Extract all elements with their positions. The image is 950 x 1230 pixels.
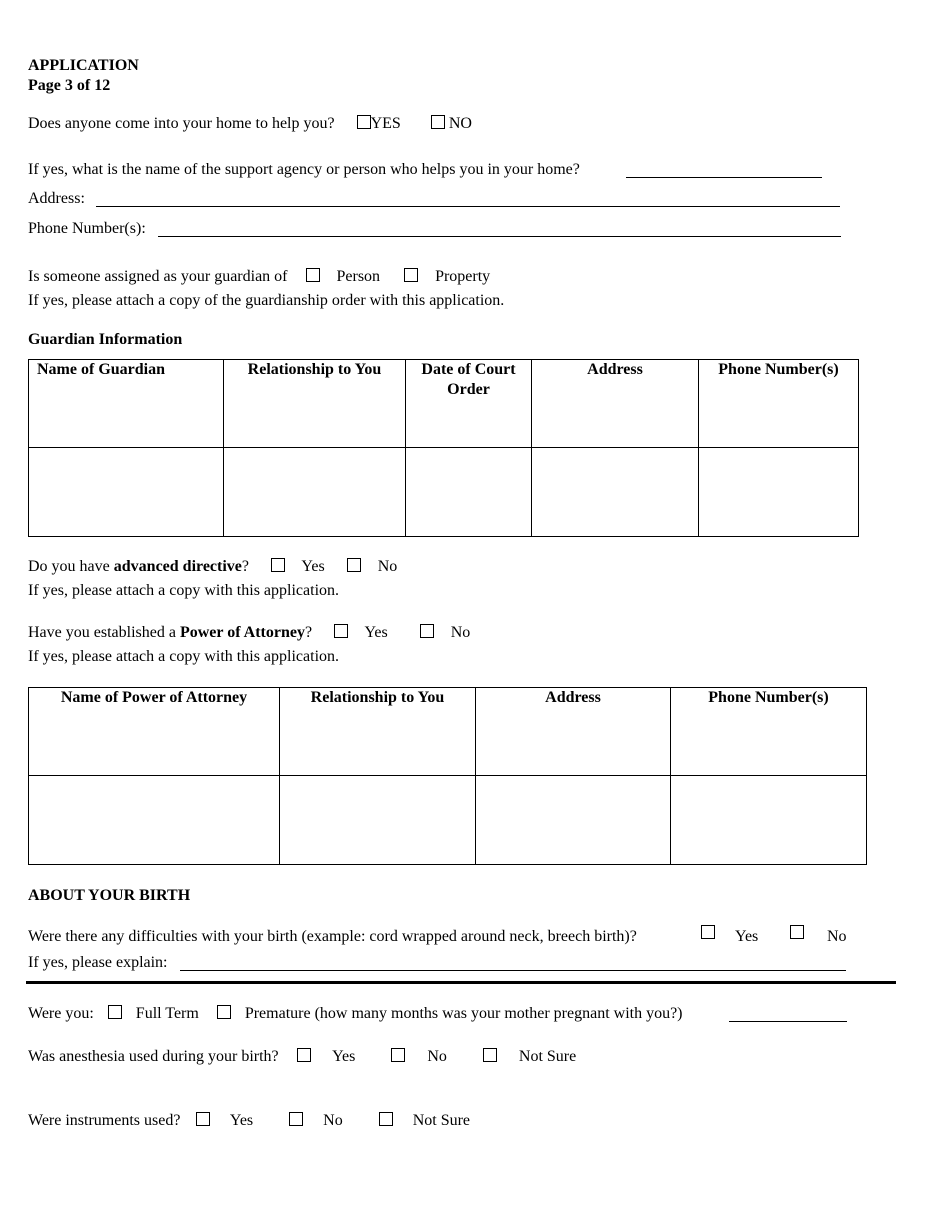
anesthesia-yes-label: Yes — [332, 1048, 356, 1065]
home-help-yes-checkbox[interactable] — [357, 115, 371, 129]
guardian-relationship-cell[interactable] — [224, 448, 406, 537]
explain-field[interactable] — [180, 970, 846, 971]
section-divider — [26, 981, 896, 984]
anesthesia-question: Was anesthesia used during your birth? — [28, 1048, 279, 1065]
poa-suffix: ? — [304, 624, 313, 641]
difficulties-question: Were there any difficulties with your birth (example: cord wrapped around neck, breech birth)? — [28, 928, 637, 945]
advanced-directive-note: If yes, please attach a copy with this application. — [28, 582, 340, 599]
anesthesia-yes-checkbox[interactable] — [297, 1048, 311, 1062]
advanced-directive-no-label: No — [377, 558, 398, 575]
difficulties-yes-label: Yes — [735, 928, 759, 945]
difficulties-no-checkbox[interactable] — [790, 925, 804, 939]
advanced-directive-bold: advanced directive — [113, 558, 242, 575]
guardian-table-header — [29, 360, 859, 448]
premature-months-field[interactable] — [729, 1021, 847, 1022]
phone-label: Phone Number(s): — [28, 220, 146, 237]
anesthesia-no-checkbox[interactable] — [391, 1048, 405, 1062]
home-help-yes-label: YES — [370, 115, 401, 132]
page-number: Page 3 of 12 — [28, 77, 111, 94]
guardian-property-checkbox[interactable] — [404, 268, 418, 282]
premature-checkbox[interactable] — [217, 1005, 231, 1019]
anesthesia-not-sure-label: Not Sure — [518, 1048, 577, 1065]
col-poa-relationship: Relationship to You — [280, 688, 476, 776]
guardian-question: Is someone assigned as your guardian of — [28, 268, 288, 285]
instruments-row — [28, 1111, 470, 1131]
poa-yes-checkbox[interactable] — [334, 624, 348, 638]
address-field[interactable] — [96, 206, 840, 207]
instruments-question: Were instruments used? — [28, 1112, 181, 1129]
explain-label: If yes, please explain: — [28, 954, 168, 971]
full-term-label: Full Term — [135, 1005, 199, 1022]
full-term-checkbox[interactable] — [108, 1005, 122, 1019]
guardian-person-label: Person — [336, 268, 381, 285]
home-help-no-label: NO — [448, 115, 472, 132]
col-date-of-court-order: Date of Court Order — [406, 360, 532, 448]
guardian-phone-cell[interactable] — [699, 448, 859, 537]
birth-section-title: ABOUT YOUR BIRTH — [28, 887, 191, 904]
address-label: Address: — [28, 190, 85, 207]
guardian-person-checkbox[interactable] — [306, 268, 320, 282]
difficulties-yes-checkbox[interactable] — [701, 925, 715, 939]
guardian-court-date-cell[interactable] — [406, 448, 532, 537]
guardian-section-title: Guardian Information — [28, 331, 183, 348]
poa-address-cell[interactable] — [476, 776, 671, 865]
poa-row — [28, 623, 470, 643]
instruments-yes-label: Yes — [229, 1112, 254, 1129]
col-phone: Phone Number(s) — [699, 360, 859, 448]
table-row — [29, 776, 867, 865]
poa-relationship-cell[interactable] — [280, 776, 476, 865]
agency-question: If yes, what is the name of the support agency or person who helps you in your home? — [28, 161, 580, 178]
guardian-name-cell[interactable] — [29, 448, 224, 537]
poa-note: If yes, please attach a copy with this application. — [28, 648, 340, 665]
poa-prefix: Have you established a — [28, 624, 180, 641]
advanced-directive-no-checkbox[interactable] — [347, 558, 361, 572]
instruments-no-checkbox[interactable] — [289, 1112, 303, 1126]
guardian-row — [28, 267, 490, 287]
were-you-row — [28, 1004, 683, 1024]
instruments-not-sure-label: Not Sure — [412, 1112, 471, 1129]
instruments-not-sure-checkbox[interactable] — [379, 1112, 393, 1126]
advanced-directive-yes-label: Yes — [301, 558, 325, 575]
anesthesia-not-sure-checkbox[interactable] — [483, 1048, 497, 1062]
advanced-directive-prefix: Do you have — [28, 558, 114, 575]
col-poa-phone: Phone Number(s) — [671, 688, 867, 776]
col-poa-address: Address — [476, 688, 671, 776]
poa-table-header — [29, 688, 867, 776]
poa-name-cell[interactable] — [29, 776, 280, 865]
anesthesia-row — [28, 1047, 576, 1067]
agency-name-field[interactable] — [626, 177, 822, 178]
poa-no-checkbox[interactable] — [420, 624, 434, 638]
poa-table — [28, 687, 867, 865]
home-help-row — [28, 114, 472, 134]
poa-bold: Power of Attorney — [179, 624, 305, 641]
advanced-directive-row — [28, 557, 397, 577]
table-row — [29, 448, 859, 537]
guardian-note: If yes, please attach a copy of the guardianship order with this application. — [28, 292, 505, 309]
anesthesia-no-label: No — [427, 1048, 447, 1065]
col-name-of-poa: Name of Power of Attorney — [29, 688, 280, 776]
home-help-question: Does anyone come into your home to help you? — [28, 115, 335, 132]
instruments-yes-checkbox[interactable] — [196, 1112, 210, 1126]
advanced-directive-suffix: ? — [241, 558, 250, 575]
guardian-address-cell[interactable] — [532, 448, 699, 537]
poa-no-label: No — [450, 624, 471, 641]
col-name-of-guardian: Name of Guardian — [29, 360, 224, 448]
premature-label: Premature (how many months was your mother pregnant with you?) — [244, 1005, 683, 1022]
poa-phone-cell[interactable] — [671, 776, 867, 865]
instruments-no-label: No — [323, 1112, 343, 1129]
home-help-no-checkbox[interactable] — [431, 115, 445, 129]
form-title: APPLICATION — [28, 57, 139, 74]
were-you-label: Were you: — [28, 1005, 94, 1022]
advanced-directive-yes-checkbox[interactable] — [271, 558, 285, 572]
difficulties-no-label: No — [827, 928, 847, 945]
phone-field[interactable] — [158, 236, 841, 237]
guardian-property-label: Property — [435, 268, 491, 285]
col-relationship: Relationship to You — [224, 360, 406, 448]
col-address: Address — [532, 360, 699, 448]
guardian-table — [28, 359, 859, 537]
poa-yes-label: Yes — [364, 624, 388, 641]
